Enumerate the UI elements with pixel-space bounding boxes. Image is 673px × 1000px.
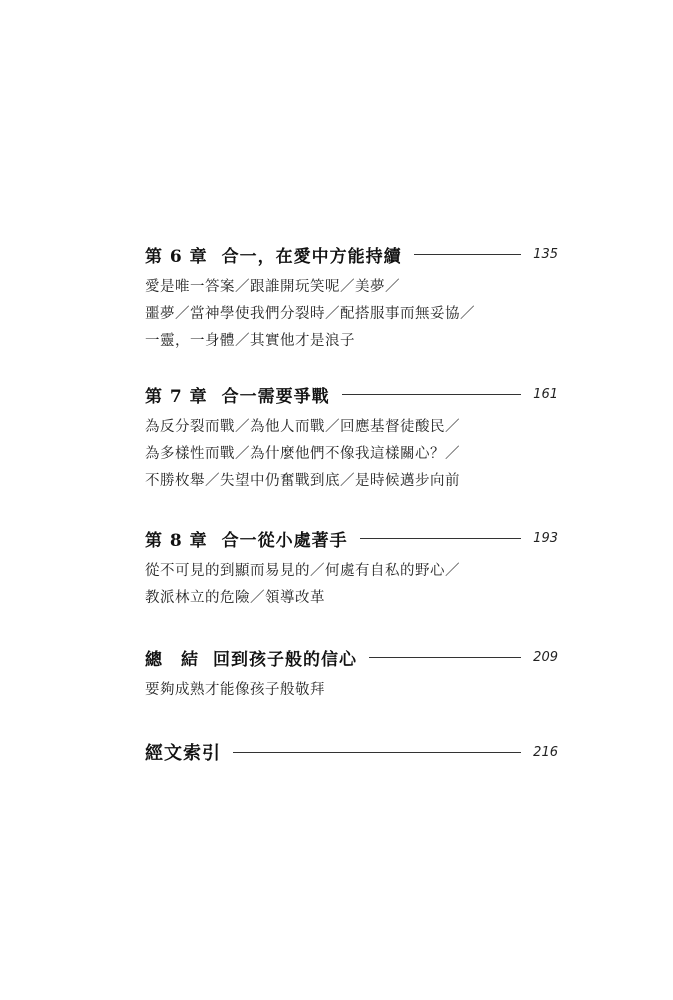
chapter-label: 第 6 章 xyxy=(145,246,208,267)
section-line: 為多樣性而戰／為什麼他們不像我這樣關心？／ xyxy=(145,446,460,462)
page-number: 135 xyxy=(533,246,558,262)
toc-entry-scripture-index[interactable] xyxy=(145,740,558,764)
section-list xyxy=(145,558,558,612)
page-number: 193 xyxy=(533,530,558,546)
section-line: 不勝枚舉／失望中仍奮戰到底／是時候邁步向前 xyxy=(145,473,460,489)
chapter-title: 合一需要爭戰 xyxy=(221,386,330,407)
leader-line xyxy=(360,538,522,539)
toc-entry-conclusion[interactable] xyxy=(145,645,558,704)
page-number: 161 xyxy=(533,386,558,402)
toc-entry-chapter-6[interactable] xyxy=(145,242,558,355)
index-title: 經文索引 xyxy=(145,743,221,764)
toc-heading-row xyxy=(145,382,558,406)
leader-line xyxy=(342,394,522,395)
section-line: 噩夢／當神學使我們分裂時／配搭服事而無妥協／ xyxy=(145,306,475,322)
chapter-label: 總 結 xyxy=(145,649,199,670)
page-number: 216 xyxy=(533,744,558,760)
toc-heading-row xyxy=(145,242,558,266)
chapter-title: 合一，在愛中方能持續 xyxy=(221,246,402,267)
section-line: 要夠成熟才能像孩子般敬拜 xyxy=(145,682,325,698)
section-list xyxy=(145,677,558,704)
section-line: 從不可見的到顯而易見的／何處有自私的野心／ xyxy=(145,563,460,579)
leader-line xyxy=(233,752,521,753)
page-number: 209 xyxy=(533,649,558,665)
toc-heading-row xyxy=(145,526,558,550)
section-line: 教派林立的危險／領導改革 xyxy=(145,590,325,606)
section-line: 愛是唯一答案／跟誰開玩笑呢／美夢／ xyxy=(145,279,400,295)
toc-heading-row xyxy=(145,740,558,764)
toc-entry-chapter-8[interactable] xyxy=(145,526,558,612)
section-line: 一靈，一身體／其實他才是浪子 xyxy=(145,333,355,349)
leader-line xyxy=(369,657,521,658)
chapter-label: 第 8 章 xyxy=(145,530,208,551)
section-list xyxy=(145,414,558,495)
leader-line xyxy=(414,254,522,255)
section-list xyxy=(145,274,558,355)
chapter-label: 第 7 章 xyxy=(145,386,208,407)
toc-heading-row xyxy=(145,645,558,669)
chapter-title: 回到孩子般的信心 xyxy=(213,649,357,670)
section-line: 為反分裂而戰／為他人而戰／回應基督徒酸民／ xyxy=(145,419,460,435)
chapter-title: 合一從小處著手 xyxy=(221,530,348,551)
toc-entry-chapter-7[interactable] xyxy=(145,382,558,495)
